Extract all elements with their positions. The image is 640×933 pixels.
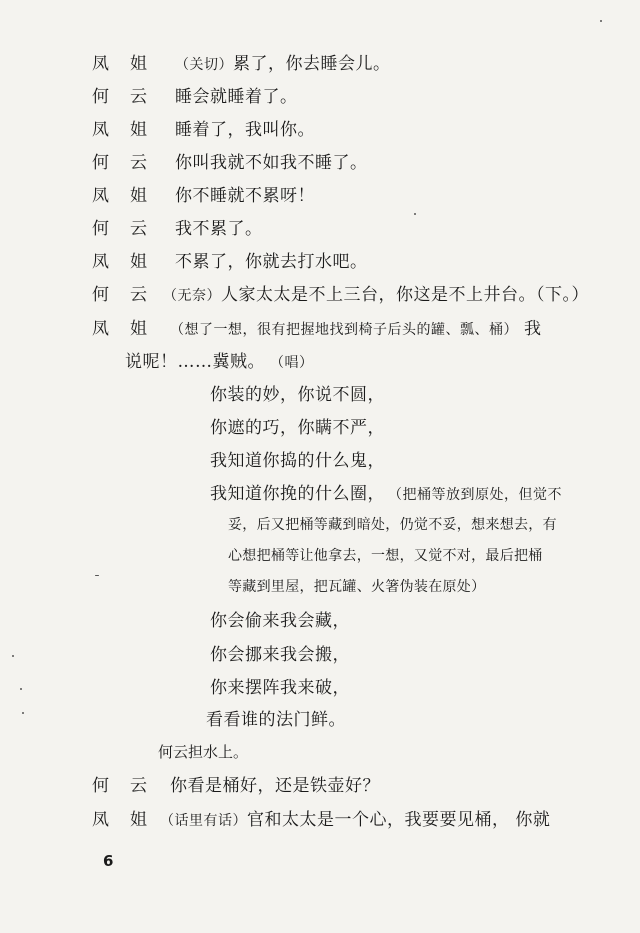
stage-direction: （关切） bbox=[175, 57, 233, 73]
speech: 你不睡就不累呀！ bbox=[175, 186, 315, 206]
dialogue-text bbox=[175, 186, 315, 206]
dialogue-text bbox=[160, 810, 550, 831]
dialogue-text bbox=[175, 87, 298, 107]
verse-line: 我知道你捣的什么鬼， bbox=[210, 451, 385, 471]
stage-note-line: 等藏到里屋，把瓦罐、火箸伪装在原处） bbox=[228, 579, 486, 595]
speaker-char: 何 bbox=[92, 776, 109, 796]
dialogue-text bbox=[175, 252, 368, 272]
verse-line: 你来摆阵我来破， bbox=[210, 678, 350, 698]
speech: 我不累了。 bbox=[175, 219, 263, 239]
speaker-char: 凤 bbox=[92, 252, 109, 272]
speaker-char: 云 bbox=[130, 285, 147, 305]
speaker-char: 凤 bbox=[92, 54, 109, 74]
verse-line bbox=[210, 484, 562, 505]
speaker-char: 何 bbox=[92, 285, 109, 305]
speech: 你看是桶好，还是铁壶好？ bbox=[170, 776, 380, 796]
verse-line: 看看谁的法门鲜。 bbox=[206, 710, 346, 730]
speech: 官和太太是一个心，我要要见桶， 你就 bbox=[247, 810, 551, 830]
stage-direction: （想了一想，很有把握地找到椅子后头的罐、瓢、桶） bbox=[170, 322, 518, 338]
speech: 睡会就睡着了。 bbox=[175, 87, 298, 107]
stage-direction: 何云担水上。 bbox=[158, 743, 249, 761]
dialogue-text bbox=[175, 120, 315, 140]
speaker-char: 何 bbox=[92, 219, 109, 239]
speaker-char: 凤 bbox=[92, 810, 109, 830]
speech: 累了，你去睡会儿。 bbox=[233, 54, 391, 74]
scan-speck bbox=[600, 20, 602, 22]
speech: 人家太太是不上三台，你这是不上井台。（下。） bbox=[221, 285, 589, 305]
stage-direction: （无奈） bbox=[163, 288, 221, 304]
dialogue-text bbox=[175, 219, 263, 239]
speaker-char: 凤 bbox=[92, 319, 109, 339]
dialogue-text bbox=[175, 54, 391, 75]
stage-direction: （把桶等放到原处，但觉不 bbox=[395, 487, 562, 503]
dialogue-continuation bbox=[125, 352, 314, 373]
page-number: 6 bbox=[103, 852, 114, 870]
stage-direction: （唱） bbox=[277, 355, 314, 371]
stage-direction: （话里有话） bbox=[160, 813, 247, 829]
speaker-char: 姐 bbox=[130, 319, 147, 339]
speaker-char: 凤 bbox=[92, 120, 109, 140]
speech: 不累了，你就去打水吧。 bbox=[175, 252, 368, 272]
verse-text: 我知道你挽的什么圈， bbox=[210, 484, 385, 504]
speaker-char: 姐 bbox=[130, 810, 147, 830]
speech: 我 bbox=[524, 319, 542, 339]
scan-speck bbox=[414, 213, 416, 215]
speaker-char: 姐 bbox=[130, 54, 147, 74]
dialogue-text bbox=[170, 319, 542, 340]
verse-line: 你会偷来我会藏， bbox=[210, 611, 350, 631]
speaker-char: 云 bbox=[130, 776, 147, 796]
dialogue-text bbox=[170, 776, 380, 796]
speech: 睡着了，我叫你。 bbox=[175, 120, 315, 140]
speaker-char: 姐 bbox=[130, 186, 147, 206]
verse-line: 你会挪来我会搬， bbox=[210, 645, 350, 665]
verse-line: 你遮的巧，你瞒不严， bbox=[210, 418, 385, 438]
speaker-char: 何 bbox=[92, 153, 109, 173]
speech: 你叫我就不如我不睡了。 bbox=[175, 153, 368, 173]
scan-speck bbox=[20, 688, 22, 690]
scan-speck bbox=[12, 655, 14, 657]
speaker-char: 云 bbox=[130, 219, 147, 239]
speech: 说呢！……冀贼。 bbox=[125, 352, 265, 372]
speaker-char: 云 bbox=[130, 87, 147, 107]
scan-speck bbox=[22, 712, 24, 714]
verse-line: 你装的妙，你说不圆， bbox=[210, 385, 385, 405]
dialogue-text bbox=[175, 153, 368, 173]
dialogue-text bbox=[163, 285, 589, 306]
stage-note-line: 妥，后又把桶等藏到暗处，仍觉不妥，想来想去，有 bbox=[228, 517, 557, 533]
speaker-char: 姐 bbox=[130, 120, 147, 140]
speaker-char: 云 bbox=[130, 153, 147, 173]
speaker-char: 何 bbox=[92, 87, 109, 107]
scan-speck bbox=[95, 575, 99, 576]
speaker-char: 姐 bbox=[130, 252, 147, 272]
stage-note-line: 心想把桶等让他拿去，一想，又觉不对，最后把桶 bbox=[228, 548, 543, 564]
speaker-char: 凤 bbox=[92, 186, 109, 206]
